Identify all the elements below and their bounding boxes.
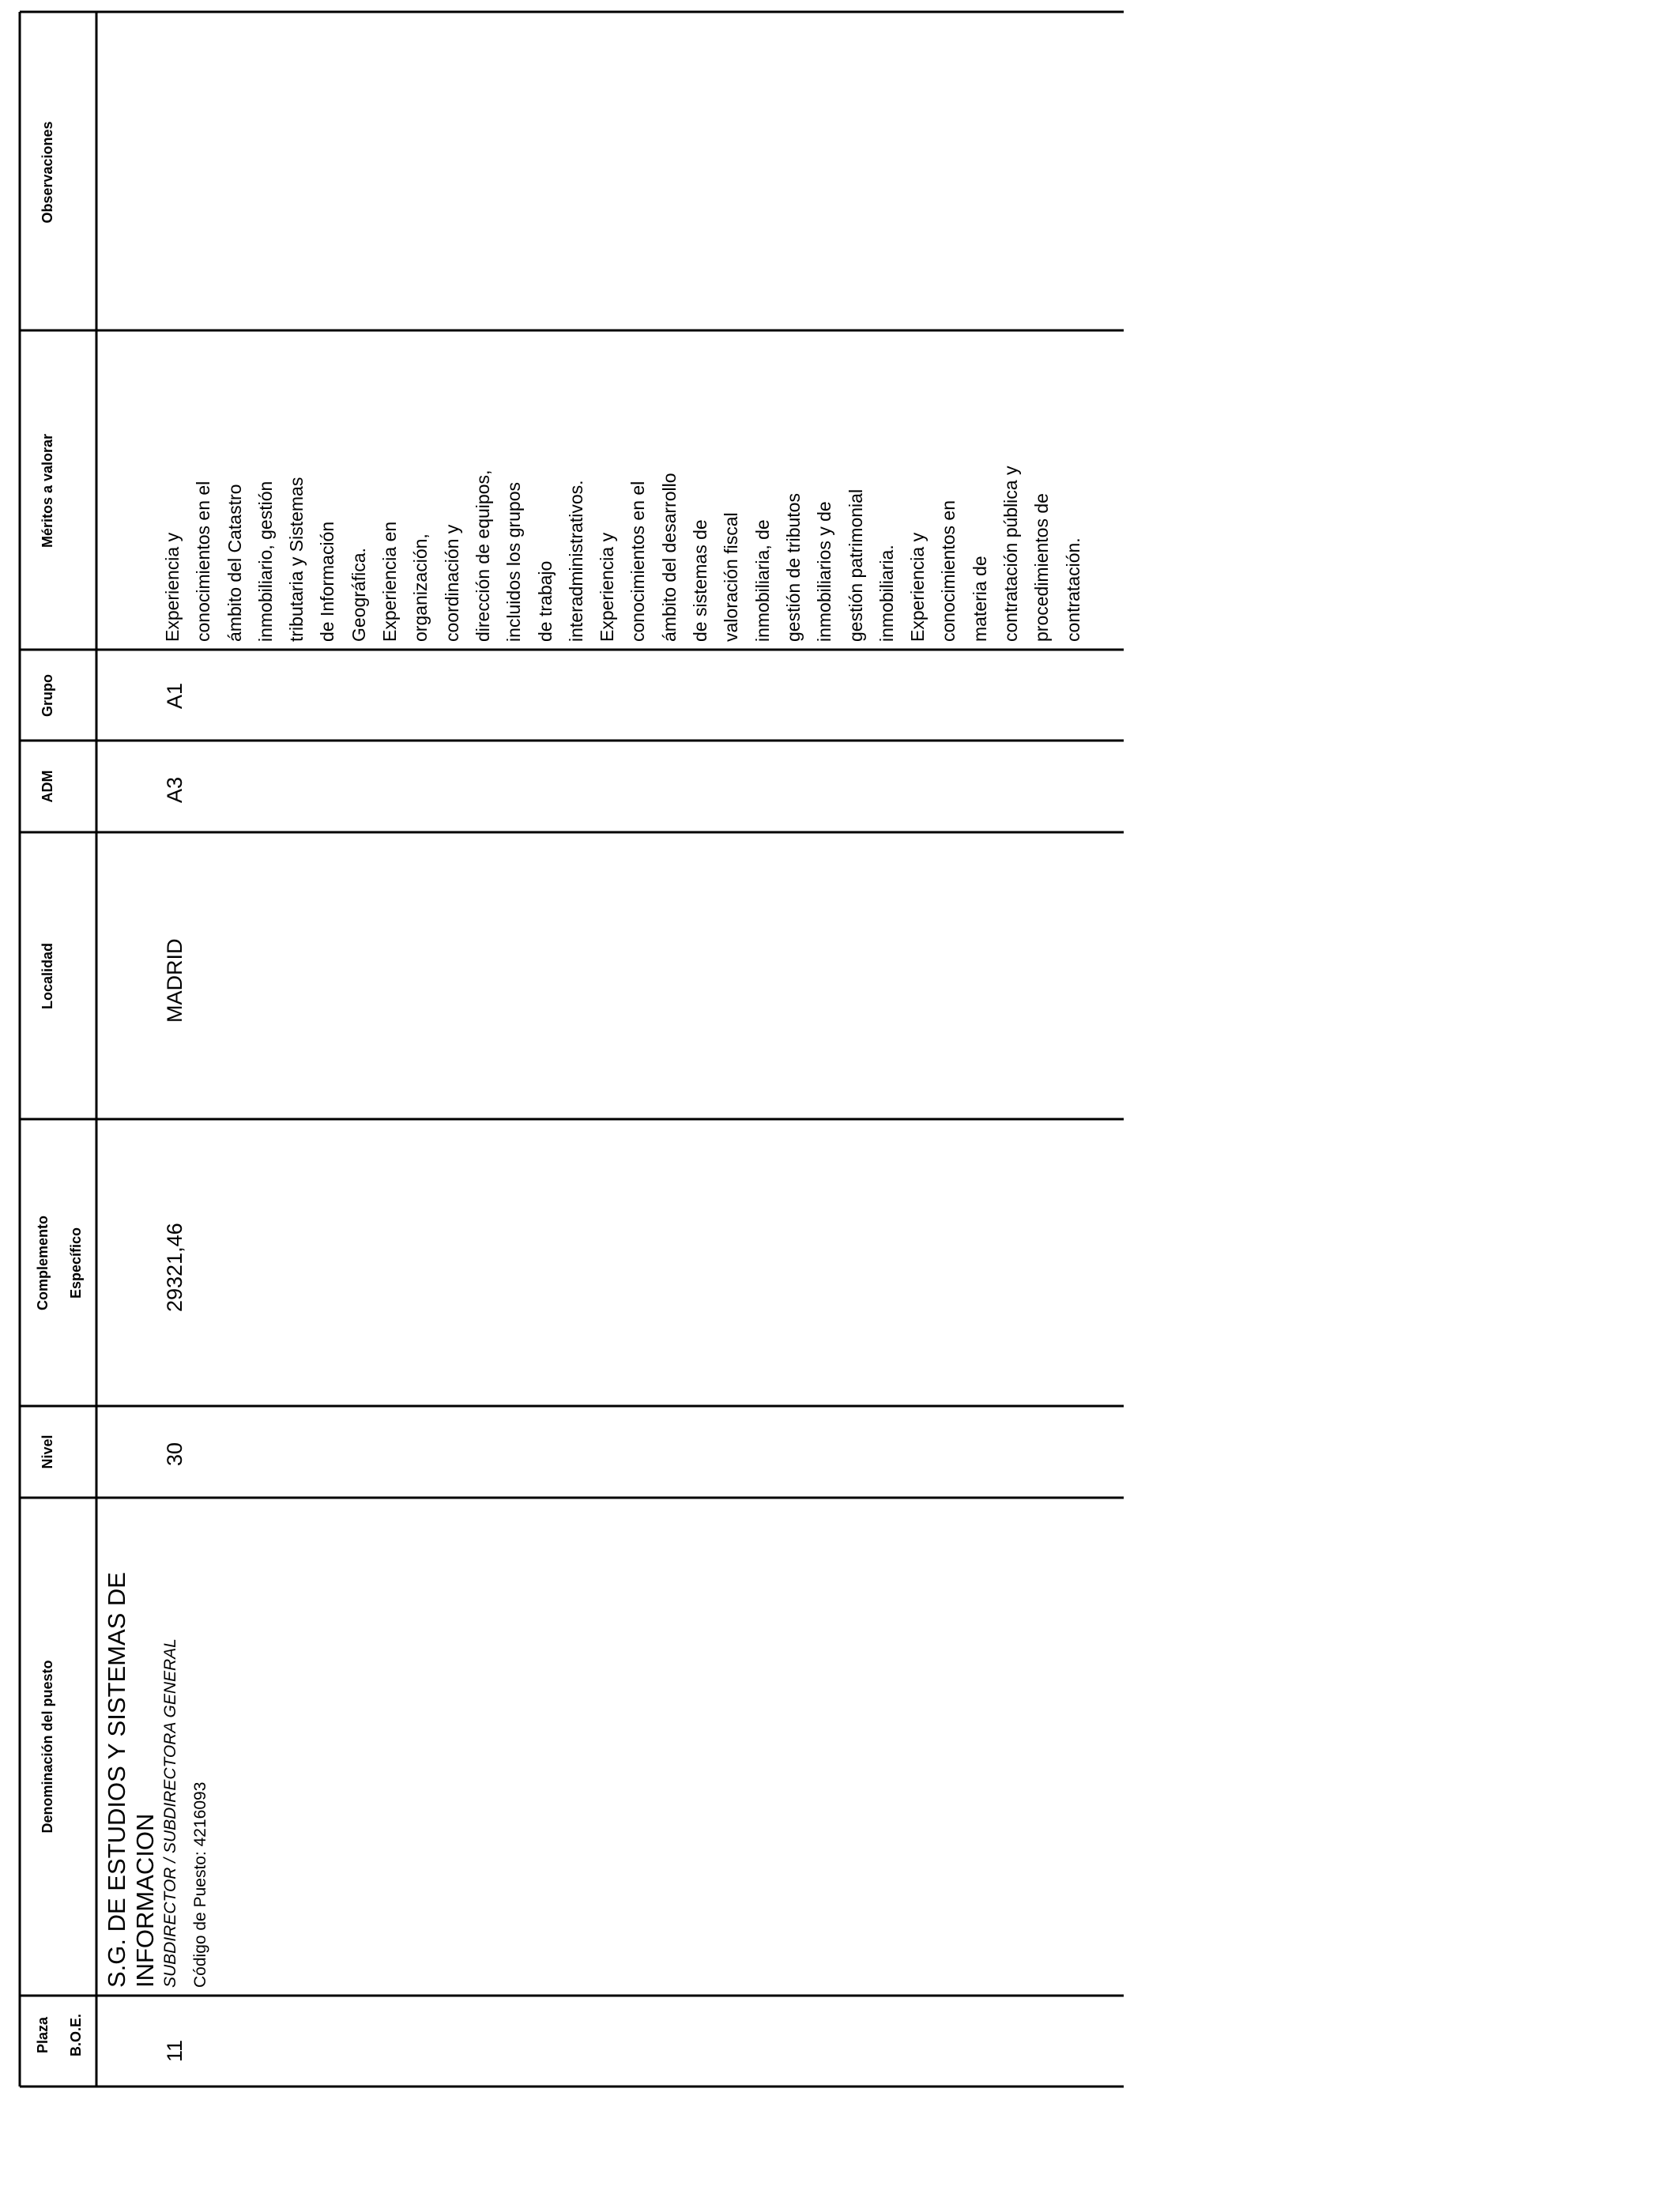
header-denominacion: Denominación del puesto — [40, 1660, 55, 1834]
merits-line: inmobiliaria, de — [751, 519, 773, 642]
cell-adm: A3 — [163, 776, 186, 803]
department-name-line2: INFORMACION — [131, 1813, 159, 1988]
header-observaciones: Observaciones — [40, 121, 55, 224]
merits-line: incluidos los grupos — [503, 481, 525, 642]
header-boe: B.O.E. — [68, 2014, 84, 2057]
merits-line: dirección de equipos, — [472, 469, 493, 642]
merits-line: conocimientos en el — [627, 481, 649, 642]
header-meritos: Méritos a valorar — [40, 433, 55, 548]
cell-plaza-boe: 11 — [163, 2039, 186, 2062]
cell-grupo: A1 — [163, 682, 186, 709]
cell-localidad: MADRID — [163, 938, 186, 1023]
cell-complemento-especifico: 29321,46 — [163, 1223, 186, 1312]
merits-line: gestión de tributos — [782, 493, 804, 642]
merits-line: gestión patrimonial — [845, 488, 866, 642]
cell-denominacion — [103, 1572, 210, 1988]
header-complemento-line2: Específico — [68, 1227, 84, 1299]
merits-line: contratación. — [1062, 537, 1083, 642]
header-complemento-line1: Complemento — [35, 1216, 51, 1311]
merits-line: de Información — [317, 521, 338, 642]
cell-meritos — [157, 466, 1089, 642]
merits-line: inmobiliario, gestión — [254, 481, 276, 642]
merits-line: inmobiliaria. — [876, 545, 897, 642]
merits-line: procedimientos de — [1031, 493, 1053, 642]
header-adm: ADM — [40, 770, 55, 803]
merits-line: de trabajo — [534, 560, 556, 642]
merits-line: inmobiliarios y de — [814, 501, 835, 642]
cell-nivel: 30 — [163, 1442, 186, 1466]
merits-line: Experiencia en — [379, 521, 401, 642]
merits-line: valoración fiscal — [721, 512, 742, 642]
merits-line: Experiencia y — [162, 532, 183, 642]
position-code: Código de Puesto: 4216093 — [191, 1781, 209, 1988]
merits-line: coordinación y — [441, 524, 462, 642]
merits-line: interadministrativos. — [565, 480, 586, 642]
header-plaza-boe — [26, 1996, 92, 2075]
header-plaza: Plaza — [35, 2016, 51, 2054]
merits-line: contratación pública y — [1000, 466, 1022, 642]
header-complemento — [26, 1144, 92, 1382]
position-title: SUBDIRECTOR / SUBDIRECTORA GENERAL — [161, 1638, 179, 1988]
header-grupo: Grupo — [40, 674, 55, 717]
merits-line: Experiencia y — [597, 532, 618, 642]
merits-line: de sistemas de — [690, 519, 711, 642]
department-name-line1: S.G. DE ESTUDIOS Y SISTEMAS DE — [103, 1572, 130, 1988]
merits-line: ámbito del desarrollo — [658, 473, 680, 642]
merits-line: Experiencia y — [907, 532, 929, 642]
merits-line: organización, — [410, 533, 431, 642]
merits-line: materia de — [969, 556, 990, 642]
merits-line: conocimientos en — [938, 500, 959, 642]
merits-line: conocimientos en el — [193, 481, 214, 642]
header-nivel: Nivel — [40, 1434, 55, 1469]
merits-line: tributaria y Sistemas — [286, 477, 307, 642]
header-localidad: Localidad — [40, 943, 55, 1010]
merits-line: Geográfica. — [348, 548, 369, 642]
merits-line: ámbito del Catastro — [224, 484, 245, 642]
